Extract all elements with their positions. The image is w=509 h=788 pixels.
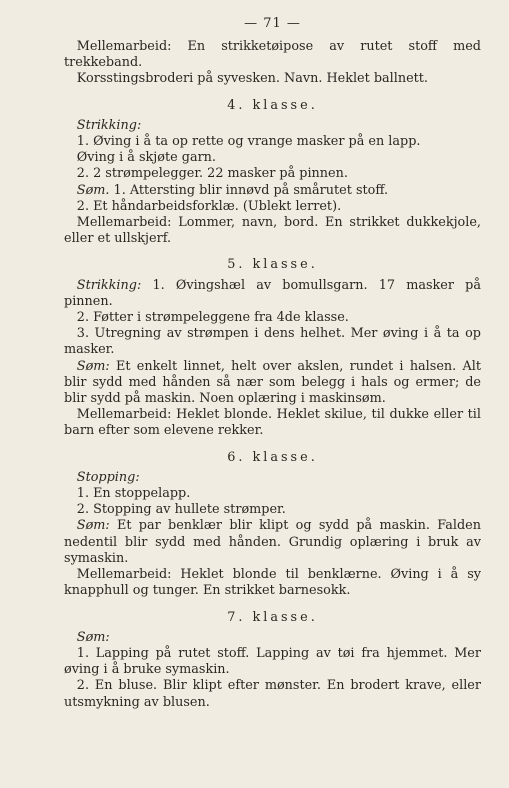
sec5-item3: 3. Utregning av strømpen i dens helhet. Mer øving i å ta op masker. (64, 326, 481, 358)
heading-5-klasse: 5. klasse. (227, 257, 318, 273)
heading-6-klasse: 6. klasse. (227, 449, 318, 465)
sec4-item1b: Øving i å skjøte garn. (76, 150, 216, 166)
sec4-strikking-label: Strikking: (76, 117, 142, 133)
sec5-mellemarbeid: Mellemarbeid: Heklet blonde. Heklet skilue, til dukke eller til barn efter som elevene rekker. (64, 407, 481, 439)
sec3-korssting: Korsstingsbroderi på syvesken. Navn. Heklet ballnett. (76, 71, 428, 87)
sec4-mellemarbeid: Mellemarbeid: Lommer, navn, bord. En strikket dukkekjole, eller et ullskjerf. (64, 215, 481, 247)
sec3-mellemarbeid: Mellemarbeid: En strikketøipose av rutet stoff med trekkeband. (64, 39, 481, 71)
sec4-item2: 2. 2 strømpelegger. 22 masker på pinnen. (76, 166, 348, 182)
sec7-item2: 2. En bluse. Blir klipt efter mønster. En brodert krave, eller utsmykning av blusen. (64, 678, 481, 710)
heading-7-klasse: 7. klasse. (227, 609, 318, 625)
sec5-strikking-text: 1. Øvingshæl av bomullsgarn. 17 masker på pinnen. (64, 277, 481, 309)
sec7-som-label: Søm: (76, 629, 110, 645)
sec6-som-text: Et par benklær blir klipt og sydd på maskin. Falden nedentil blir sydd med hånden. Grundig oplæring i bruk av symaskin. (64, 518, 481, 566)
sec4-item1: 1. Øving i å ta op rette og vrange masker på en lapp. (76, 134, 421, 150)
sec6-item2: 2. Stopping av hullete strømper. (76, 502, 286, 518)
sec5-strikking (64, 278, 481, 310)
sec4-som-item2: 2. Et håndarbeidsforklæ. (Ublekt lerret). (76, 198, 342, 214)
heading-4-klasse: 4. klasse. (227, 97, 318, 113)
sec5-som-label: Søm: (76, 358, 110, 374)
sec7-item1: 1. Lapping på rutet stoff. Lapping av tøi fra hjemmet. Mer øving i å bruke symaskin. (64, 645, 481, 678)
sec4-som (64, 183, 481, 199)
sec6-som (64, 518, 481, 567)
sec5-strikking-label: Strikking: (76, 277, 142, 293)
sec5-som (64, 359, 481, 408)
sec6-mellemarbeid: Mellemarbeid: Heklet blonde til benklærne. Øving i å sy knapphull og tunger. En strikket barnesokk. (64, 567, 481, 599)
sec6-som-label: Søm: (76, 518, 110, 534)
page-number: — 71 — (244, 16, 301, 31)
sec6-item1: 1. En stoppelapp. (76, 486, 191, 502)
sec4-som-label: Søm. (76, 182, 110, 198)
page-body (64, 39, 481, 711)
sec6-stopping-label: Stopping: (76, 469, 140, 485)
sec5-item2: 2. Føtter i strømpeleggene fra 4de klasse. (76, 310, 349, 326)
sec5-som-text: Et enkelt linnet, helt over akslen, rundet i halsen. Alt blir sydd med hånden så nær som belegg i hals og ermer; de blir sydd på maskin. Noen oplæring i maskinsøm. (64, 358, 481, 407)
sec4-som-item1: 1. Attersting blir innøvd på smårutet stoff. (109, 182, 389, 198)
